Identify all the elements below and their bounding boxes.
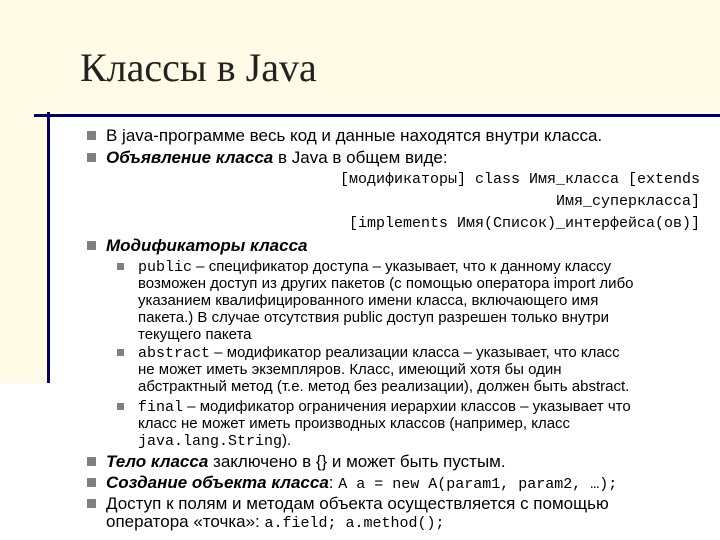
public-keyword: public bbox=[138, 259, 193, 276]
modifier-public-line-2: возможен доступ из других пакетов (с помощью оператора import либо bbox=[138, 275, 634, 292]
syntax-line-2: Имя_суперкласса] bbox=[555, 193, 700, 210]
modifier-public-line-3: указанием квалифицированного имени класса, включающего имя bbox=[138, 292, 599, 309]
member-access-text: оператора «точка»: bbox=[106, 512, 265, 531]
modifier-abstract-line-3: абстрактный метод (т.е. метод без реализации), должен быть abstract. bbox=[138, 378, 630, 395]
class-declaration-text: в Java в общем виде: bbox=[273, 148, 448, 167]
bullet-member-access-line-2 bbox=[106, 513, 445, 533]
object-creation-colon: : bbox=[328, 473, 339, 492]
final-description: – модификатор ограничения иерархии классов – указывает что bbox=[183, 398, 631, 415]
final-keyword: final bbox=[138, 399, 184, 416]
bullet-marker bbox=[87, 457, 96, 466]
class-declaration-emphasis: Объявление класса bbox=[106, 148, 274, 167]
class-modifiers-heading: Модификаторы класса bbox=[106, 236, 308, 255]
sub-bullet-marker bbox=[117, 403, 124, 410]
modifier-final-line-3 bbox=[138, 432, 291, 450]
bullet-object-creation bbox=[106, 474, 617, 494]
bullet-marker bbox=[87, 153, 96, 162]
modifier-abstract-line-2: не может иметь экземпляров. Класс, имеющий хотя бы один bbox=[138, 361, 562, 378]
slide-title: Классы в Java bbox=[80, 45, 317, 90]
bullet-member-access-line-1: Доступ к полям и методам объекта осуществляется с помощью bbox=[106, 494, 609, 513]
modifier-abstract-line-1 bbox=[138, 344, 620, 362]
bullet-marker bbox=[87, 131, 96, 140]
abstract-description: – модификатор реализации класса – указывает, что класс bbox=[210, 344, 620, 361]
object-creation-emphasis: Создание объекта класса bbox=[106, 473, 329, 492]
string-class-code: java.lang.String bbox=[138, 433, 283, 450]
syntax-line-3: [implements Имя(Список)_интерфейса(ов)] bbox=[348, 215, 700, 232]
modifier-final-line-2: класс не может иметь производных классов (например, класс bbox=[138, 415, 571, 432]
bullet-class-body bbox=[106, 453, 506, 471]
public-description: – спецификатор доступа – указывает, что к данному классу bbox=[192, 258, 612, 275]
modifier-final-line-1 bbox=[138, 398, 631, 416]
sub-bullet-marker bbox=[117, 263, 124, 270]
bullet-class-declaration bbox=[106, 149, 448, 167]
bullet-marker bbox=[87, 478, 96, 487]
modifier-public-line-5: текущего пакета bbox=[138, 326, 252, 343]
abstract-keyword: abstract bbox=[138, 345, 211, 362]
member-access-code: a.field; a.method(); bbox=[264, 515, 445, 532]
bullet-marker bbox=[87, 499, 96, 508]
object-creation-code: A a = new A(param1, param2, …); bbox=[338, 476, 618, 493]
bullet-java-code-inside-class: В java-программе весь код и данные находятся внутри класса. bbox=[106, 126, 603, 145]
modifier-public-line-1 bbox=[138, 258, 611, 276]
sub-bullet-marker bbox=[117, 349, 124, 356]
class-body-emphasis: Тело класса bbox=[106, 452, 209, 471]
bullet-marker bbox=[87, 241, 96, 250]
syntax-line-1: [модификаторы] class Имя_класса [extends bbox=[339, 171, 700, 188]
bullet-class-modifiers bbox=[106, 237, 307, 255]
modifier-public-line-4: пакета.) В случае отсутствия public доступ разрешен только внутри bbox=[138, 309, 609, 326]
final-line-end: ). bbox=[282, 432, 292, 449]
class-body-text: заключено в {} и может быть пустым. bbox=[208, 452, 506, 471]
